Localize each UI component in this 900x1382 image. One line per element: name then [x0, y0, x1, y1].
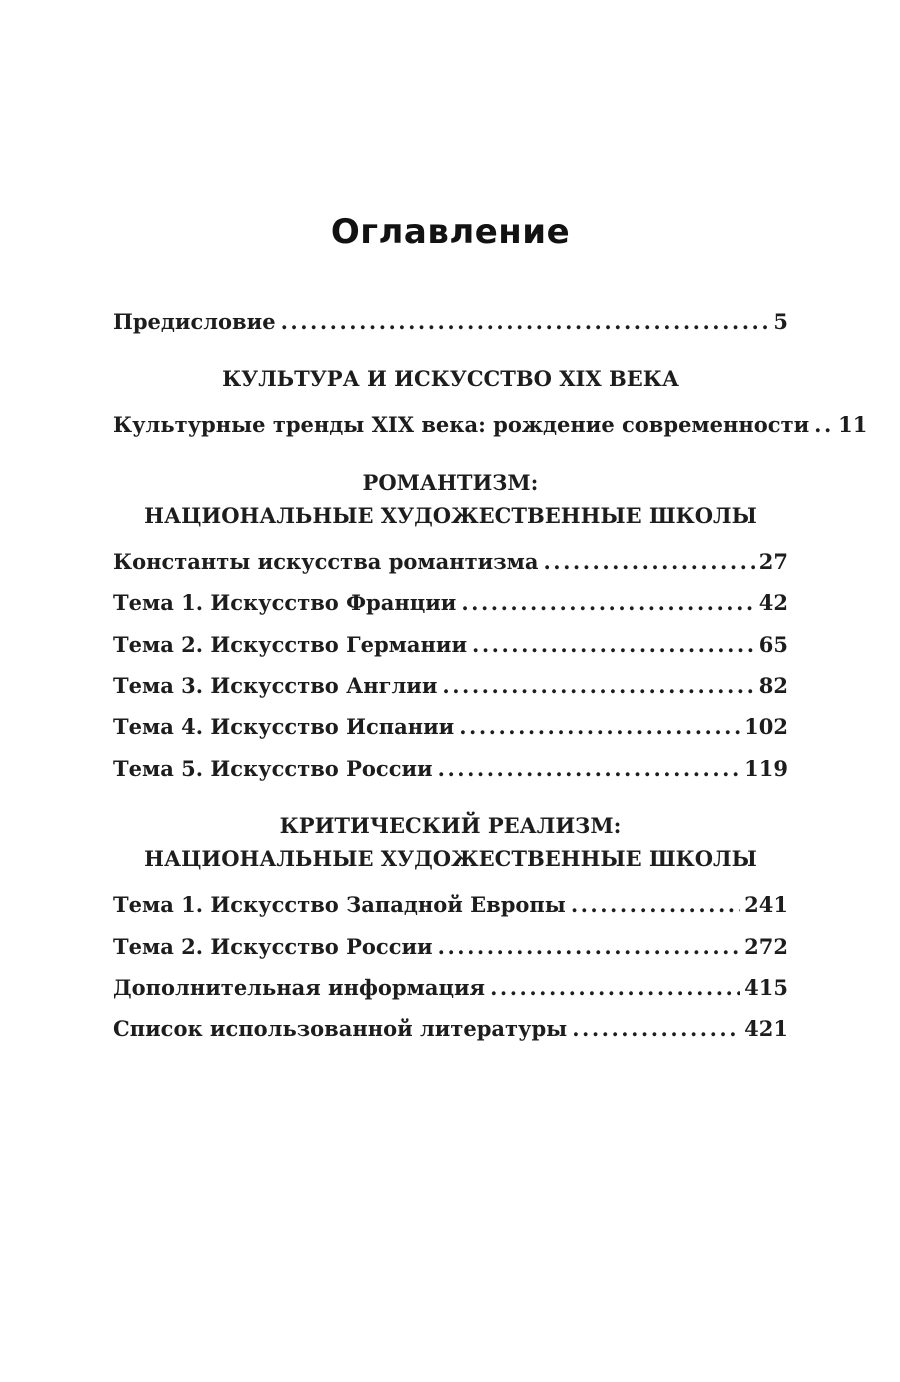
page-number: 11: [838, 412, 868, 438]
dot-leader: [572, 1015, 740, 1042]
dot-leader: [814, 411, 834, 438]
toc-entry-theme1-western-europe: [113, 891, 788, 918]
section-heading-line: РОМАНТИЗМ:: [362, 469, 539, 495]
toc-entry-label: Тема 1. Искусство Франции: [113, 590, 457, 616]
toc-entry-label: Список использованной литературы: [113, 1016, 568, 1042]
section-heading-line: КУЛЬТУРА И ИСКУССТВО XIX ВЕКА: [222, 366, 679, 392]
toc-entry-theme1-france: [113, 589, 788, 616]
toc-entry-label: Культурные тренды XIX века: рождение современности: [113, 412, 810, 438]
toc-entry-bibliography: [113, 1015, 788, 1042]
dot-leader: [571, 891, 740, 918]
dot-leader: [442, 672, 754, 699]
toc-entry-label: Тема 2. Искусство России: [113, 933, 433, 959]
toc-entry-label: Дополнительная информация: [113, 974, 486, 1000]
page-number: 42: [758, 590, 788, 616]
page-number: 415: [744, 974, 788, 1000]
toc-entry-romanticism-constants: [113, 548, 788, 575]
toc-entry-label: Константы искусства романтизма: [113, 549, 539, 575]
toc-entry-theme4-spain: [113, 713, 788, 740]
toc-entry-preface: [113, 308, 788, 335]
page-number: 65: [758, 631, 788, 657]
dot-leader: [281, 308, 770, 335]
toc-entry-label: Тема 2. Искусство Германии: [113, 631, 468, 657]
toc-entry-theme2-russia-realism: [113, 933, 788, 960]
page-number: 82: [758, 673, 788, 698]
toc-entry-label: Тема 3. Искусство Англии: [113, 673, 438, 698]
table-of-contents: [113, 308, 868, 1042]
toc-entry-theme2-germany: [113, 631, 788, 658]
toc-entry-cultural-trends: [113, 411, 868, 438]
page-number: 27: [758, 549, 788, 575]
toc-entry-theme5-russia: [113, 755, 788, 782]
dot-leader: [543, 548, 754, 575]
section-heading-romanticism: [113, 466, 788, 532]
toc-entry-label: Тема 4. Искусство Испании: [113, 714, 455, 740]
dot-leader: [459, 713, 740, 740]
page-number: 272: [744, 933, 788, 959]
toc-entry-additional-information: [113, 974, 788, 1001]
page-number: 119: [744, 755, 788, 781]
page-number: 102: [744, 714, 788, 740]
toc-entry-label: Тема 1. Искусство Западной Европы: [113, 892, 566, 918]
toc-entry-label: Предисловие: [113, 309, 276, 334]
section-heading-line: НАЦИОНАЛЬНЫЕ ХУДОЖЕСТВЕННЫЕ ШКОЛЫ: [144, 502, 757, 528]
section-heading-critical-realism: [113, 809, 788, 875]
dot-leader: [490, 974, 740, 1001]
toc-entry-theme3-england: [113, 672, 788, 699]
dot-leader: [472, 631, 755, 658]
section-heading-line: КРИТИЧЕСКИЙ РЕАЛИЗМ:: [279, 812, 622, 838]
page-number: 5: [773, 309, 788, 334]
dot-leader: [438, 755, 741, 782]
page-number: 421: [744, 1016, 788, 1042]
dot-leader: [438, 933, 741, 960]
section-heading-culture-19th-century: [113, 362, 788, 395]
page-title: Оглавление: [330, 212, 571, 252]
page-number: 241: [744, 892, 788, 918]
dot-leader: [461, 589, 754, 616]
toc-entry-label: Тема 5. Искусство России: [113, 755, 433, 781]
section-heading-line: НАЦИОНАЛЬНЫЕ ХУДОЖЕСТВЕННЫЕ ШКОЛЫ: [144, 846, 757, 872]
